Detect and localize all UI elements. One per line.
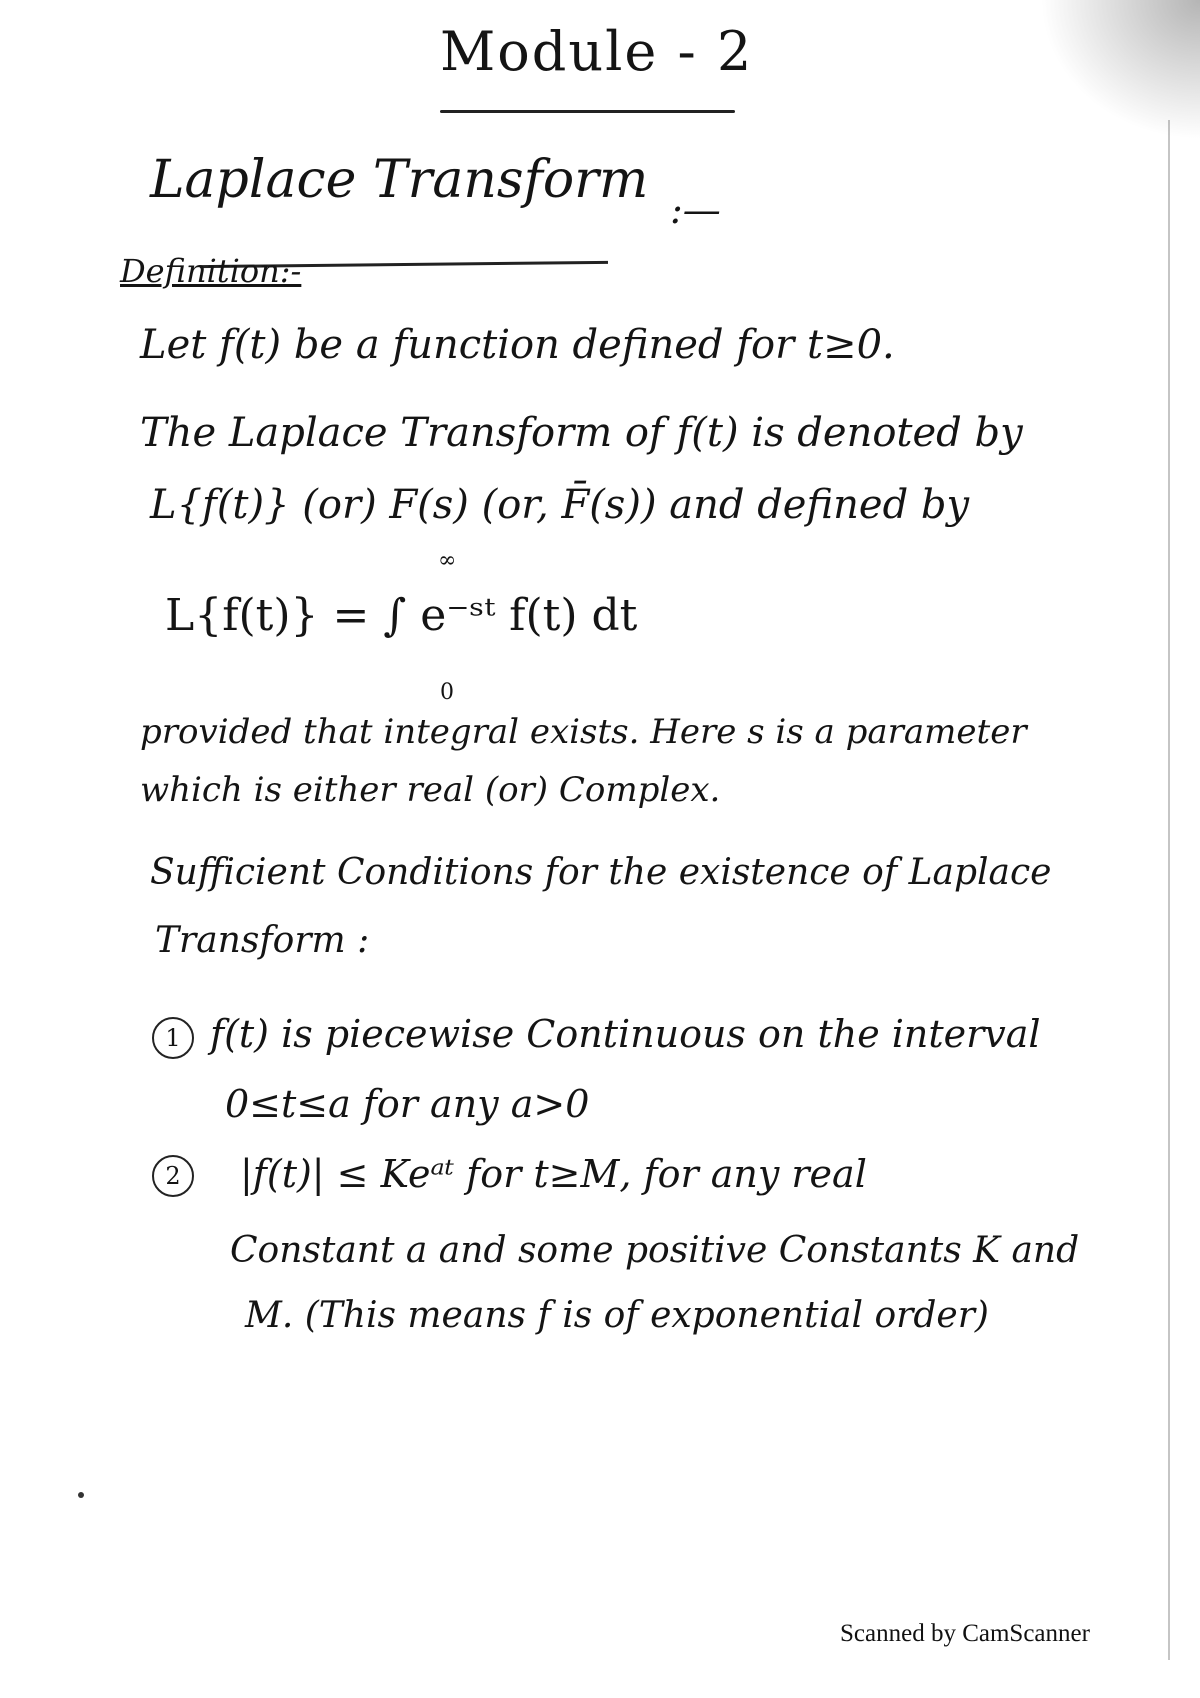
definition-line: The Laplace Transform of f(t) is denoted by xyxy=(140,410,1023,456)
condition-line: f(t) is piecewise Continuous on the interval xyxy=(210,1012,1041,1056)
condition-number-badge: 2 xyxy=(152,1155,194,1197)
definition-label: Definition:- xyxy=(120,252,302,290)
proviso-line: provided that integral exists. Here s is a parameter xyxy=(140,712,1027,752)
integral-upper-limit: ∞ xyxy=(438,548,457,573)
title-underline xyxy=(440,110,735,113)
condition-line: Constant a and some positive Constants K and xyxy=(230,1230,1080,1271)
proviso-line: which is either real (or) Complex. xyxy=(140,770,721,810)
scanner-watermark: Scanned by CamScanner xyxy=(840,1620,1090,1647)
conditions-heading: Sufficient Conditions for the existence of Laplace xyxy=(150,852,1052,893)
scan-edge-line xyxy=(1168,120,1170,1660)
condition-line: |f(t)| ≤ Keᵃᵗ for t≥M, for any real xyxy=(240,1152,867,1196)
integral-lower-limit: 0 xyxy=(440,680,454,705)
condition-line: 0≤t≤a for any a>0 xyxy=(225,1082,590,1126)
page-title: Module - 2 xyxy=(440,20,754,83)
scan-shadow xyxy=(1040,0,1200,140)
heading-mark: :— xyxy=(670,188,721,232)
definition-line: L{f(t)} (or) F(s) (or, F̄(s)) and defined by xyxy=(150,482,970,528)
laplace-formula: L{f(t)} = ∫ e⁻ˢᵗ f(t) dt xyxy=(165,590,638,641)
ink-speck xyxy=(78,1492,84,1498)
condition-line: M. (This means f is of exponential order) xyxy=(245,1295,989,1336)
condition-number-badge: 1 xyxy=(152,1017,194,1059)
conditions-heading: Transform : xyxy=(155,920,370,961)
definition-line: Let f(t) be a function defined for t≥0. xyxy=(140,322,895,368)
section-heading: Laplace Transform xyxy=(150,150,649,210)
